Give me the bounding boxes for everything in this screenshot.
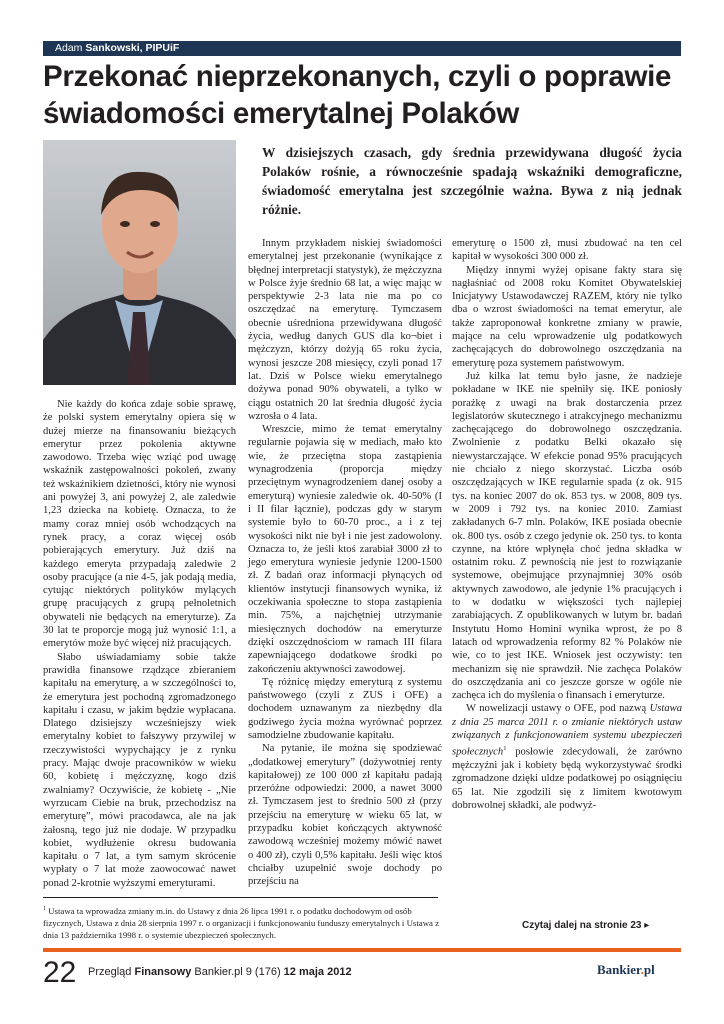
paragraph [452,702,682,812]
footnote-marker: 1 [43,906,46,912]
text-column-2 [248,237,442,889]
logo-dot: . [640,962,644,977]
continue-label: Czytaj dalej na stronie 23 [522,920,642,931]
footnote-ref: 1 [503,745,507,753]
paragraph: Wreszcie, mimo że temat emerytalny regularnie pojawia się w mediach, mało kto wie, że przeciętna stopa zastąpienia wynagrodzenia (proporcja między przeciętnym wynagrodzeniem danej osoby a emeryturą) wyniesie zaledwie ok. 40-50% (I i II filar łącznie), podczas gdy w starym systemie było to 60-70 proc., a i z tej wysokości nikt nie był i nie jest zadowolony. Oznacza to, że jeśli ktoś zarabiał 3000 zł to jego emerytura wyniesie jedynie 1200-1500 zł. Z badań oraz informacji płynących od klientów instytucji finansowych wynika, iż oczekiwania społeczne to stopa zastąpienia min. 75%, a najchętniej utrzymanie miesięcznych dochodów na emeryturze dzięki oszczędnościom w ramach III filara zapewniającego dodatkowe środki po zakończeniu aktywności zawodowej. [248,424,442,675]
author-byline [55,41,179,56]
article-lead: W dzisiejszych czasach, gdy średnia przewidywana długość życia Polaków rośnie, a równocześnie spadają wskaźniki demograficzne, świadomość emerytalna jest szczególnie ważna. Bywa z nią jednak różnie. [262,145,682,217]
text-column-1 [43,398,236,890]
author-first-name: Adam [55,42,83,54]
publication-bold: Finansowy [134,966,192,978]
law-title: Ustawa z dnia 25 marca 2011 r. o zmianie niektórych ustaw związanych z funkcjonowaniem systemu ubezpieczeń społecznych [452,703,682,758]
author-surname: Sankowski, PIPUiF [85,42,180,54]
footnote-divider [43,897,438,898]
logo-text: Bankier [597,962,641,977]
paragraph-text: posłowie zdecydowali, że zarówno mężczyźni jak i kobiety będą wykorzystywać środki zgromadzone dzięki uldze podatkowej po osiągnięciu 65 lat. Nie zgodzili się z limitem kwotowym dobrowolnej składki, ale podwyż- [452,746,682,811]
arrow-right-icon: ▸ [644,920,650,931]
paragraph: Innym przykładem niskiej świadomości emerytalnej jest przekonanie (wynikające z błędnej interpretacji statystyk), że mężczyzna w Polsce żyje średnio 68 lat, a więc mając w perspektywie 2-3 lata nie ma po co oszczędzać na emeryturę. Tymczasem obecnie uśredniona przewidywana długość życia, według danych GUS dla ko¬biet i mężczyzn, którzy dożyją 65 roku życia, wynosi jeszcze 208 miesięcy, czyli ponad 17 lat. Dziś w Polsce wieku emerytalnego dożywa ponad 90% obywateli, a tylko w ciągu ostatnich 20 lat średnia długość życia wzrosła o 4 lata. [248,238,442,422]
article-title: Przekonać nieprzekonanych, czyli o poprawie świadomości emerytalnej Polaków [43,60,672,130]
paragraph: Między innymi wyżej opisane fakty stara się nagłaśniać od 2008 roku Komitet Obywatelskiej Inicjatywy Ustawodawczej RAZEM, który nie tylko dba o wzrost świadomości na temat emerytur, ale także zaproponował konkretne zmiany w prawie, mające na celu wprowadzenie ulg podatkowych zachęcających do dobrowolnego oszczędzania na emeryturę poza systemem państwowym. [452,264,682,369]
footer-rule [43,948,681,952]
author-photo [43,140,236,385]
publication-suffix: Bankier.pl 9 (176) [191,966,284,978]
paragraph-text: W nowelizacji ustawy o OFE, pod nazwą [466,703,650,715]
text-column-3 [452,237,682,812]
footnote [43,903,443,942]
paragraph: Słabo uświadamiamy sobie także prawidła finansowe rządzące zbieraniem kapitału na emeryturę, a w szczególności to, że emerytura jest pochodną zgromadzonego kapitału i czasu, w jakim będzie wypłacana. Dlatego dzisiejszy wcześniejszy wiek emerytalny kobiet to fałszywy przywilej w rzeczywistości wypychający je z rynku pracy. Mając dwoje pracowników w wieku 60, kobietę i mężczyznę, kogo dziś zwalniamy? Oczywiście, że kobietę - „Nie wyrzucam Ciebie na bruk, przechodzisz na emeryturę”, mówi pracodawca, ale na jak żałosną, tego już nie dodaje. W przypadku kobiet, wydłużenie okresu budowania kapitału o 7 lat, a tym samym skrócenie wypłaty o 7 lat może zaowocować nawet ponad 2-krotnie wyższymi emeryturami. [43,651,236,889]
paragraph: Na pytanie, ile można się spodziewać „dodatkowej emerytury” (dożywotniej renty kapitałowej) ze 100 000 zł kapitału padają przeróżne odpowiedzi: 2000, a nawet 3000 zł. Tymczasem jest to średnio 500 zł (przy przejściu na emeryturę w wieku 65 lat, w przypadku kobiet kończących aktywność zawodową wcześniej możemy mówić nawet o 400 zł), czyli 0,5% kapitału. Jeśli więc ktoś chciałby uzupełnić swoje dochody po przejściu na [248,743,442,888]
logo-suffix: pl [643,962,655,977]
bankier-logo [597,962,655,978]
footnote-text: Ustawa ta wprowadza zmiany m.in. do Ustawy z dnia 26 lipca 1991 r. o podatku dochodowym od osób fizycznych, Ustawa z dnia 28 sierpnia 1997 r. o organizacji i funkcjonowaniu funduszy emerytalnych i Ustawa z dnia 13 października 1998 r. o systemie ubezpieczeń społecznych. [43,905,440,941]
paragraph: emeryturę o 1500 zł, musi zbudować na ten cel kapitał w wysokości 300 000 zł. [452,238,682,263]
page-number: 22 [43,956,77,989]
publication-info [88,964,352,980]
paragraph: Nie każdy do końca zdaje sobie sprawę, że polski system emerytalny opiera się w dużej mierze na finansowaniu bieżących emerytur przez pokolenia aktywne zawodowo. Trzeba więc wziąć pod uwagę wskaźnik zastępowalności pokoleń, zwany też wskaźnikiem dzietności, który nie wynosi ani powyżej 3, ani powyżej 2, ale zaledwie 1,23 dziecka na kobietę. Oznacza, to że mamy coraz mniej osób wchodzących na rynek pracy, a coraz więcej osób pobierających emerytury. Już dziś na każdego emeryta przypadają zaledwie 2 osoby pracujące (a nie 4-5, jak podają media, cytując niektórych polityków mylących grupę pracujących z grupą pełnoletnich obywateli nie będących na emeryturze). Za 30 lat te proporcje mogą już wynosić 1:1, a emerytów może być więcej niż pracujących. [43,399,236,650]
paragraph: Już kilka lat temu było jasne, że nadzieje pokładane w IKE nie spełniły się. IKE poniosły porażkę z uwagi na brak dostarczenia przez legislatorów skutecznego i atrakcyjnego mechanizmu zachęcającego do dobrowolnego oszczędzania. Zwolnienie z podatku Belki okazało się niewystarczające. W efekcie ponad 95% pracujących nie chciało z niego skorzystać. Liczba osób oszczędzających w IKE regularnie spada (z ok. 915 tys. na koniec 2007 do ok. 853 tys. w 2008, 809 tys. w 2009 i 792 tys. na koniec 2010. Zamiast zakładanych 6-7 mln. Polaków, IKE posiada obecnie ok. 800 tys. osób z czego jedynie ok. 250 tys. to konta czynne, na które wpłynęła choć jedna składka w ostatnim roku. Z pewnością nie jest to rozwiązanie systemowe, obejmujące przynajmniej 30% osób aktywnych zawodowo, ale jedynie 1% pracujących i to w dodatku w większości tych najlepiej zarabiających. Z opublikowanych w lutym br. badań Instytutu Homo Homini wynika wprost, że po 8 latach od wprowadzenia reformy 82 % Polaków nie wie, co to jest IKE. Wniosek jest oczywisty: ten mechanizm się nie sprawdził. Nie zachęca Polaków do oszczędzania ani co jeszcze gorsze w ogóle nie zachęca ich do myślenia o finansach i emeryturze. [452,370,682,702]
issue-date: 12 maja 2012 [283,966,352,978]
continue-link[interactable] [522,920,649,931]
paragraph: Tę różnicę między emeryturą z systemu państwowego (czyli z ZUS i OFE) a dochodem uznawanym za niezbędny dla godziwego życia można wyrównać poprzez samodzielne zbudowanie kapitału. [248,676,442,741]
publication-prefix: Przegląd [88,966,135,978]
